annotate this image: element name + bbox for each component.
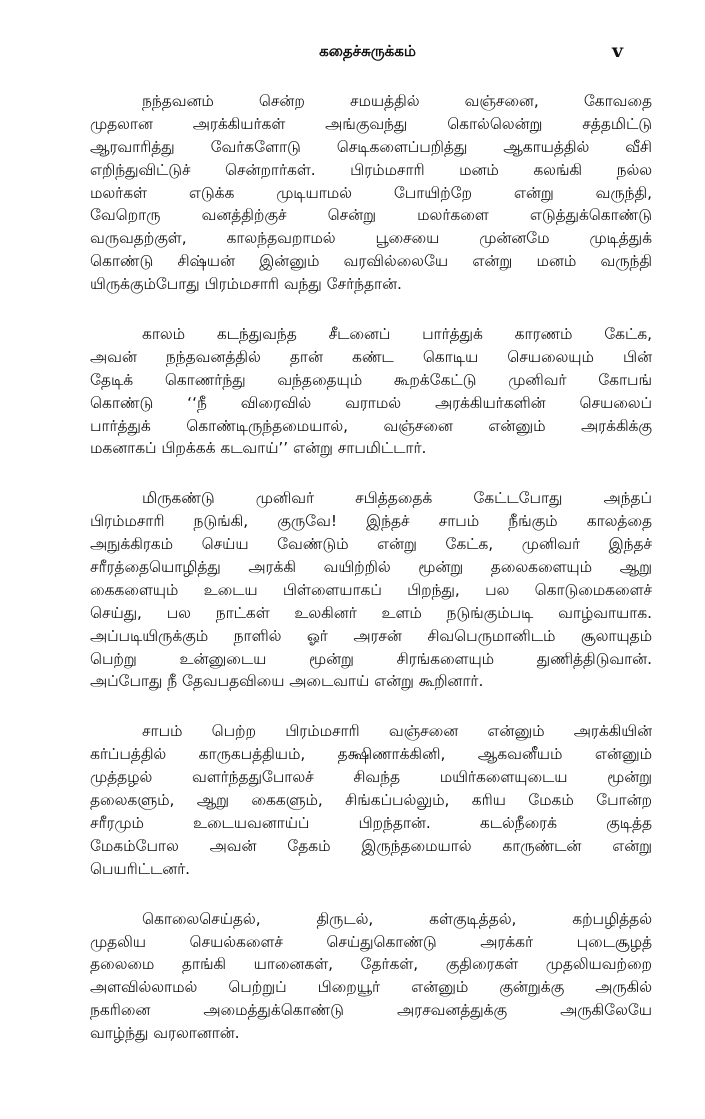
text-line: அவன் நந்தவனத்தில் தான் கண்ட கொடிய செயலையும் பின் — [90, 347, 652, 366]
text-line: முத்தழல் வளர்ந்ததுபோலச் சிவந்த மயிர்களையுடைய மூன்று — [90, 768, 652, 787]
text-line: அளவில்லாமல் பெற்றுப் பிறையூர் என்னும் குன்றுக்கு அருகில் — [90, 978, 652, 997]
text-line: தலைகளும், ஆறு கைகளும், சிங்கப்பல்லும், கரிய மேகம் போன்ற — [90, 791, 652, 810]
paragraph-4 — [90, 720, 652, 880]
text-line: பெற்று உன்னுடைய மூன்று சிரங்களையும் துணித்திடுவான். — [90, 649, 652, 668]
text-line: அநுக்கிரகம் செய்ய வேண்டும் என்று கேட்க, முனிவர் இந்தச் — [90, 535, 652, 554]
text-line: பெயரிட்டனர். — [90, 859, 191, 878]
text-line: செய்து, பல நாட்கள் உலகினர் உளம் நடுங்கும்படி வாழ்வாயாக. — [90, 603, 652, 622]
paragraph-5 — [90, 908, 652, 1045]
text-line: பிரம்மசாரி நடுங்கி, குருவே! இந்தச் சாபம் நீங்கும் காலத்தை — [90, 512, 652, 531]
text-line: எறிந்துவிட்டுச் சென்றார்கள். பிரம்மசாரி மனம் கலங்கி நல்ல — [90, 160, 652, 179]
text-line: ஆரவாரித்து வேர்களோடு செடிகளைப்பறித்து ஆகாயத்தில் வீசி — [90, 137, 652, 156]
text-line: வருவதற்குள், காலந்தவறாமல் பூசையை முன்னமே முடித்துக் — [90, 229, 652, 248]
text-line: தேடிக் கொணர்ந்து வந்ததையும் கூறக்கேட்டு முனிவர் கோபங் — [90, 370, 652, 389]
text-line: வேறொரு வனத்திற்குச் சென்று மலர்களை எடுத்துக்கொண்டு — [90, 206, 652, 225]
text-line: நந்தவனம் சென்ற சமயத்தில் வஞ்சனை, கோவதை — [142, 92, 652, 110]
text-line: கைகளையும் உடைய பிள்ளையாகப் பிறந்து, பல கொடுமைகளைச் — [90, 580, 652, 599]
text-line: சரீரத்தையொழித்து அரக்கி வயிற்றில் மூன்று தலைகளையும் ஆறு — [90, 558, 652, 577]
text-line: சாபம் பெற்ற பிரம்மசாரி வஞ்சனை என்னும் அரக்கியின் — [142, 722, 652, 741]
text-line: முதலிய செயல்களைச் செய்துகொண்டு அரக்கர் புடைசூழத் — [90, 932, 652, 951]
page-number: v — [611, 40, 623, 62]
text-line: அப்போது நீ தேவபதவியை அடைவாய் என்று கூறினார். — [90, 672, 484, 691]
text-line: மிருகண்டு முனிவர் சபித்ததைக் கேட்டபோது அந்தப் — [142, 489, 652, 508]
text-line: கொண்டு ‘‘நீ விரைவில் வராமல் அரக்கியர்களின் செயலைப் — [90, 393, 652, 412]
text-line: மலர்கள் எடுக்க முடியாமல் போயிற்றே என்று வருந்தி, — [90, 183, 652, 202]
text-line: அப்படியிருக்கும் நாளில் ஓர் அரசன் சிவபெருமானிடம் சூலாயுதம் — [90, 626, 652, 645]
text-line: மேகம்போல அவன் தேகம் இருந்தமையால் காருண்டன் என்று — [90, 836, 652, 855]
text-line: யிருக்கும்போது பிரம்மசாரி வந்து சேர்ந்தான். — [90, 275, 402, 294]
text-line: நகரினை அமைத்துக்கொண்டு அரசவனத்துக்கு அருகிலேயே — [90, 1001, 652, 1020]
text-line: காலம் கடந்துவந்த சீடனைப் பார்த்துக் காரணம் கேட்க, — [142, 325, 652, 344]
text-line: வாழ்ந்து வரலானான். — [90, 1024, 240, 1043]
text-line: முதலான அரக்கியர்கள் அங்குவந்து கொல்லென்று சத்தமிட்டு — [90, 114, 652, 133]
paragraph-2 — [90, 323, 652, 460]
text-line: கொலைசெய்தல், திருடல், கள்குடித்தல், கற்பழித்தல் — [142, 909, 652, 928]
text-line: பார்த்துக் கொண்டிருந்தமையால், வஞ்சனை என்னும் அரக்கிக்கு — [90, 416, 652, 435]
text-line: சரீரமும் உடையவனாய்ப் பிறந்தான். கடல்நீரைக் குடித்த — [90, 813, 652, 832]
paragraph-1 — [90, 90, 652, 296]
text-line: கொண்டு சிஷ்யன் இன்னும் வரவில்லையே என்று மனம் வருந்தி — [90, 252, 652, 271]
paragraph-3 — [90, 487, 652, 693]
body-text — [90, 90, 652, 1072]
text-line: கர்ப்பத்தில் காருகபத்தியம், தக்ஷிணாக்கினி, ஆகவனீயம் என்னும் — [90, 745, 652, 764]
page-title: கதைச்சுருக்கம் — [319, 42, 416, 60]
text-line: மகனாகப் பிறக்கக் கடவாய்’’ என்று சாபமிட்டார். — [90, 439, 427, 458]
page-header — [0, 42, 705, 68]
text-line: தலைமை தாங்கி யானைகள், தேர்கள், குதிரைகள் முதலியவற்றை — [90, 955, 652, 974]
